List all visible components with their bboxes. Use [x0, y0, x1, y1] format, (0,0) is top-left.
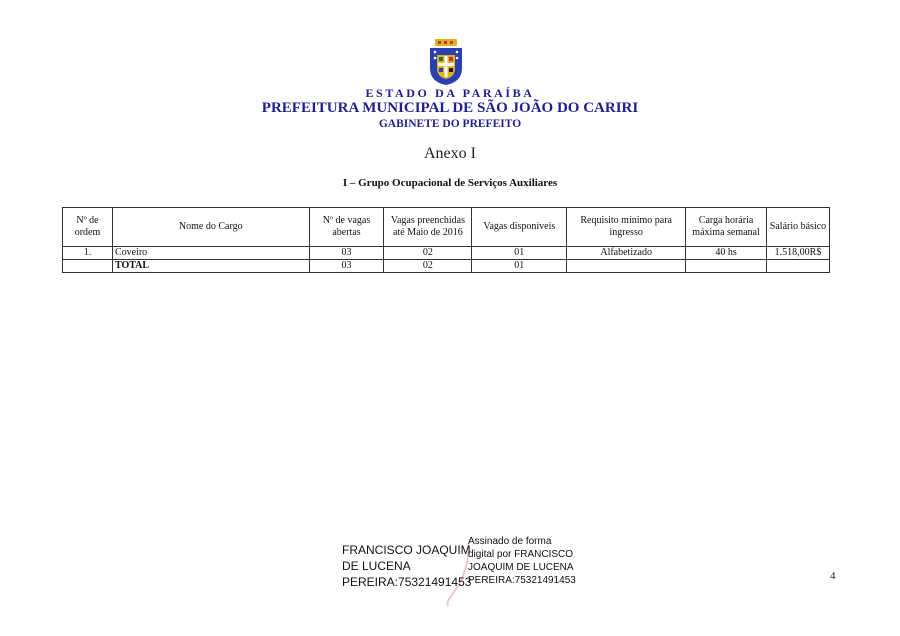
cell-filled-vacancies: 02	[384, 247, 472, 260]
cell-empty	[766, 260, 829, 273]
signature-info-line: Assinado de forma	[468, 536, 552, 547]
header-filled-vacancies: Vagas preenchidas até Maio de 2016	[384, 208, 472, 247]
header-weekly-hours: Carga horária máxima semanal	[686, 208, 767, 247]
cell-empty	[63, 260, 113, 273]
cell-total-open: 03	[309, 260, 384, 273]
signer-name-line: FRANCISCO JOAQUIM	[342, 543, 471, 557]
cell-base-salary: 1.518,00R$	[766, 247, 829, 260]
table-total-row	[63, 260, 830, 273]
header-base-salary: Salário básico	[766, 208, 829, 247]
signature-info	[468, 535, 576, 587]
page-number: 4	[830, 570, 836, 582]
group-title: I – Grupo Ocupacional de Serviços Auxiliares	[342, 177, 558, 189]
cell-order: 1.	[63, 247, 113, 260]
signature-info-line: JOAQUIM DE LUCENA	[468, 562, 574, 573]
signer-name-line: PEREIRA:75321491453	[342, 575, 472, 589]
cell-total-label: TOTAL	[112, 260, 309, 273]
coat-of-arms-icon	[427, 38, 465, 86]
cell-open-vacancies: 03	[309, 247, 384, 260]
header-position-name: Nome do Cargo	[112, 208, 309, 247]
signer-name-line: DE LUCENA	[342, 559, 411, 573]
cell-available-vacancies: 01	[472, 247, 567, 260]
prefecture-name: PREFEITURA MUNICIPAL DE SÃO JOÃO DO CARIRI	[261, 100, 639, 116]
cell-empty	[567, 260, 686, 273]
positions-table	[62, 207, 830, 273]
signer-name	[342, 542, 471, 590]
cell-minimum-requirement: Alfabetizado	[567, 247, 686, 260]
cell-position-name: Coveiro	[112, 247, 309, 260]
header-open-vacancies: Nº de vagas abertas	[309, 208, 384, 247]
signature-info-line: PEREIRA:75321491453	[468, 575, 576, 586]
header-order: Nº de ordem	[63, 208, 113, 247]
cell-weekly-hours: 40 hs	[686, 247, 767, 260]
cell-empty	[686, 260, 767, 273]
annex-title: Anexo I	[424, 145, 476, 162]
state-name: ESTADO DA PARAÍBA	[365, 86, 535, 100]
table-row	[63, 247, 830, 260]
table-header-row	[63, 208, 830, 247]
cell-total-filled: 02	[384, 260, 472, 273]
cell-total-available: 01	[472, 260, 567, 273]
cabinet-name: GABINETE DO PREFEITO	[378, 118, 522, 130]
header-minimum-requirement: Requisito mínimo para ingresso	[567, 208, 686, 247]
signature-info-line: digital por FRANCISCO	[468, 549, 574, 560]
header-available-vacancies: Vagas disponíveis	[472, 208, 567, 247]
